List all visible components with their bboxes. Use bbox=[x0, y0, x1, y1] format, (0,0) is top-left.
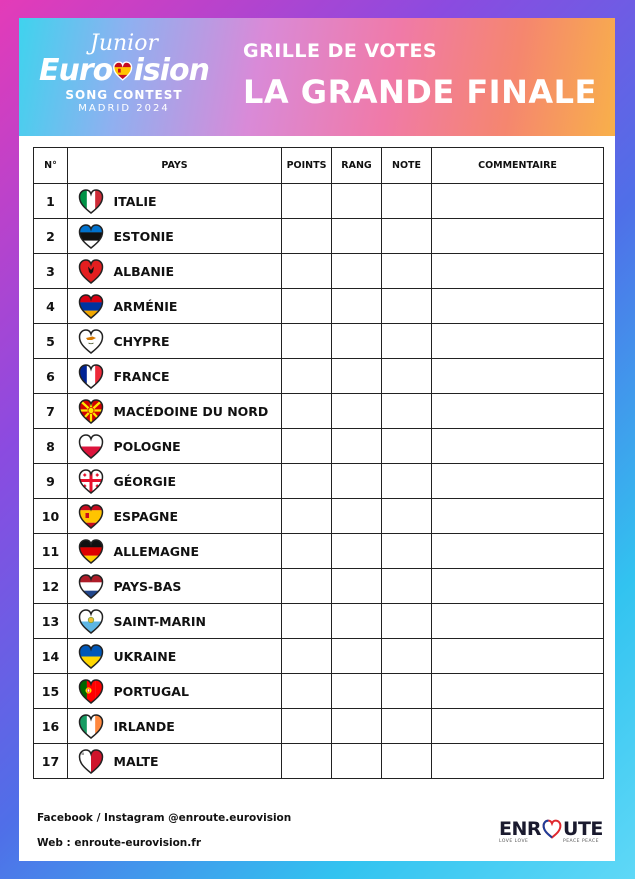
poland-flag-heart-icon bbox=[68, 429, 114, 464]
sheet-title: LA GRANDE FINALE bbox=[243, 73, 597, 111]
rank-cell[interactable] bbox=[332, 709, 382, 744]
country-name: ITALIE bbox=[114, 184, 282, 219]
country-name: POLOGNE bbox=[114, 429, 282, 464]
country-name: ARMÉNIE bbox=[114, 289, 282, 324]
logo-city-year-text: MADRID 2024 bbox=[78, 103, 170, 114]
table-row bbox=[34, 744, 604, 779]
rank-cell[interactable] bbox=[332, 429, 382, 464]
country-name: CHYPRE bbox=[114, 324, 282, 359]
note-cell[interactable] bbox=[382, 639, 432, 674]
table-row bbox=[34, 569, 604, 604]
vote-sheet bbox=[19, 18, 615, 861]
spain-flag-heart-icon bbox=[68, 499, 114, 534]
comment-cell[interactable] bbox=[432, 534, 604, 569]
table-row bbox=[34, 254, 604, 289]
enroute-tagline-left: LOVE LOVE bbox=[499, 839, 529, 844]
points-cell[interactable] bbox=[282, 394, 332, 429]
logo-junior-text: Junior bbox=[90, 31, 158, 56]
row-number: 8 bbox=[34, 429, 68, 464]
country-name: ALLEMAGNE bbox=[114, 534, 282, 569]
note-cell[interactable] bbox=[382, 674, 432, 709]
points-cell[interactable] bbox=[282, 569, 332, 604]
comment-cell[interactable] bbox=[432, 324, 604, 359]
row-number: 12 bbox=[34, 569, 68, 604]
rank-cell[interactable] bbox=[332, 394, 382, 429]
comment-cell[interactable] bbox=[432, 744, 604, 779]
note-cell[interactable] bbox=[382, 289, 432, 324]
column-header-points: POINTS bbox=[282, 148, 332, 184]
junior-eurovision-logo bbox=[39, 32, 209, 128]
note-cell[interactable] bbox=[382, 359, 432, 394]
estonia-flag-heart-icon bbox=[68, 219, 114, 254]
comment-cell[interactable] bbox=[432, 429, 604, 464]
rank-cell[interactable] bbox=[332, 254, 382, 289]
germany-flag-heart-icon bbox=[68, 534, 114, 569]
logo-ision-text: ision bbox=[133, 53, 209, 88]
points-cell[interactable] bbox=[282, 254, 332, 289]
country-name: PAYS-BAS bbox=[114, 569, 282, 604]
row-number: 10 bbox=[34, 499, 68, 534]
row-number: 7 bbox=[34, 394, 68, 429]
points-cell[interactable] bbox=[282, 709, 332, 744]
rank-cell[interactable] bbox=[332, 534, 382, 569]
points-cell[interactable] bbox=[282, 639, 332, 674]
netherlands-flag-heart-icon bbox=[68, 569, 114, 604]
table-header-row bbox=[34, 148, 604, 184]
rank-cell[interactable] bbox=[332, 744, 382, 779]
table-row bbox=[34, 394, 604, 429]
country-name: GÉORGIE bbox=[114, 464, 282, 499]
note-cell[interactable] bbox=[382, 709, 432, 744]
table-row bbox=[34, 709, 604, 744]
note-cell[interactable] bbox=[382, 534, 432, 569]
rank-cell[interactable] bbox=[332, 464, 382, 499]
row-number: 16 bbox=[34, 709, 68, 744]
country-name: PORTUGAL bbox=[114, 674, 282, 709]
sheet-subtitle: GRILLE DE VOTES bbox=[243, 40, 438, 62]
enroute-logo: EN R UTE LOVE LOVE PEACE PEACE bbox=[499, 818, 603, 844]
row-number: 5 bbox=[34, 324, 68, 359]
table-row bbox=[34, 534, 604, 569]
column-header-number: N° bbox=[34, 148, 68, 184]
row-number: 9 bbox=[34, 464, 68, 499]
comment-cell[interactable] bbox=[432, 359, 604, 394]
note-cell[interactable] bbox=[382, 394, 432, 429]
row-number: 13 bbox=[34, 604, 68, 639]
vote-table bbox=[33, 147, 604, 779]
table-row bbox=[34, 639, 604, 674]
footer-social: Facebook / Instagram @enroute.eurovision bbox=[37, 812, 292, 824]
comment-cell[interactable] bbox=[432, 604, 604, 639]
rank-cell[interactable] bbox=[332, 289, 382, 324]
comment-cell[interactable] bbox=[432, 464, 604, 499]
rank-cell[interactable] bbox=[332, 499, 382, 534]
row-number: 11 bbox=[34, 534, 68, 569]
comment-cell[interactable] bbox=[432, 394, 604, 429]
rank-cell[interactable] bbox=[332, 604, 382, 639]
points-cell[interactable] bbox=[282, 534, 332, 569]
note-cell[interactable] bbox=[382, 324, 432, 359]
country-name: FRANCE bbox=[114, 359, 282, 394]
comment-cell[interactable] bbox=[432, 499, 604, 534]
rank-cell[interactable] bbox=[332, 639, 382, 674]
points-cell[interactable] bbox=[282, 744, 332, 779]
logo-euro-text: Euro bbox=[39, 53, 113, 88]
row-number: 4 bbox=[34, 289, 68, 324]
table-row bbox=[34, 429, 604, 464]
comment-cell[interactable] bbox=[432, 289, 604, 324]
country-name: IRLANDE bbox=[114, 709, 282, 744]
row-number: 14 bbox=[34, 639, 68, 674]
country-name: MALTE bbox=[114, 744, 282, 779]
enroute-heart-icon bbox=[541, 819, 563, 839]
logo-eurovision-text bbox=[39, 53, 209, 88]
row-number: 3 bbox=[34, 254, 68, 289]
table-row bbox=[34, 184, 604, 219]
column-header-rank: RANG bbox=[332, 148, 382, 184]
country-name: SAINT-MARIN bbox=[114, 604, 282, 639]
column-header-comment: COMMENTAIRE bbox=[432, 148, 604, 184]
table-row bbox=[34, 289, 604, 324]
rank-cell[interactable] bbox=[332, 219, 382, 254]
armenia-flag-heart-icon bbox=[68, 289, 114, 324]
table-row bbox=[34, 674, 604, 709]
ukraine-flag-heart-icon bbox=[68, 639, 114, 674]
header-banner bbox=[19, 18, 615, 136]
points-cell[interactable] bbox=[282, 499, 332, 534]
points-cell[interactable] bbox=[282, 674, 332, 709]
comment-cell[interactable] bbox=[432, 219, 604, 254]
italy-flag-heart-icon bbox=[68, 184, 114, 219]
note-cell[interactable] bbox=[382, 499, 432, 534]
points-cell[interactable] bbox=[282, 184, 332, 219]
rank-cell[interactable] bbox=[332, 569, 382, 604]
enroute-logo-text-left: EN bbox=[499, 818, 527, 840]
france-flag-heart-icon bbox=[68, 359, 114, 394]
column-header-country: PAYS bbox=[68, 148, 282, 184]
albania-flag-heart-icon bbox=[68, 254, 114, 289]
row-number: 2 bbox=[34, 219, 68, 254]
note-cell[interactable] bbox=[382, 744, 432, 779]
comment-cell[interactable] bbox=[432, 639, 604, 674]
footer-web: Web : enroute-eurovision.fr bbox=[37, 837, 202, 849]
table-row bbox=[34, 219, 604, 254]
logo-song-contest-text: SONG CONTEST bbox=[65, 88, 183, 102]
note-cell[interactable] bbox=[382, 604, 432, 639]
table-row bbox=[34, 499, 604, 534]
rank-cell[interactable] bbox=[332, 674, 382, 709]
note-cell[interactable] bbox=[382, 569, 432, 604]
country-name: ESPAGNE bbox=[114, 499, 282, 534]
note-cell[interactable] bbox=[382, 184, 432, 219]
note-cell[interactable] bbox=[382, 464, 432, 499]
note-cell[interactable] bbox=[382, 429, 432, 464]
table-row bbox=[34, 359, 604, 394]
rank-cell[interactable] bbox=[332, 359, 382, 394]
cyprus-flag-heart-icon bbox=[68, 324, 114, 359]
enroute-logo-text-right: UTE bbox=[563, 818, 603, 840]
country-name: MACÉDOINE DU NORD bbox=[114, 394, 282, 429]
note-cell[interactable] bbox=[382, 254, 432, 289]
comment-cell[interactable] bbox=[432, 674, 604, 709]
comment-cell[interactable] bbox=[432, 184, 604, 219]
column-header-note: NOTE bbox=[382, 148, 432, 184]
note-cell[interactable] bbox=[382, 219, 432, 254]
points-cell[interactable] bbox=[282, 464, 332, 499]
table-row bbox=[34, 324, 604, 359]
table-row bbox=[34, 464, 604, 499]
table-row bbox=[34, 604, 604, 639]
rank-cell[interactable] bbox=[332, 324, 382, 359]
row-number: 15 bbox=[34, 674, 68, 709]
points-cell[interactable] bbox=[282, 324, 332, 359]
country-name: ALBANIE bbox=[114, 254, 282, 289]
points-cell[interactable] bbox=[282, 219, 332, 254]
enroute-tagline-right: PEACE PEACE bbox=[562, 839, 599, 844]
points-cell[interactable] bbox=[282, 289, 332, 324]
comment-cell[interactable] bbox=[432, 569, 604, 604]
ireland-flag-heart-icon bbox=[68, 709, 114, 744]
points-cell[interactable] bbox=[282, 359, 332, 394]
san-marino-flag-heart-icon bbox=[68, 604, 114, 639]
row-number: 1 bbox=[34, 184, 68, 219]
comment-cell[interactable] bbox=[432, 254, 604, 289]
malta-flag-heart-icon bbox=[68, 744, 114, 779]
country-name: UKRAINE bbox=[114, 639, 282, 674]
georgia-flag-heart-icon bbox=[68, 464, 114, 499]
spain-heart-logo-icon bbox=[113, 58, 132, 84]
points-cell[interactable] bbox=[282, 604, 332, 639]
row-number: 6 bbox=[34, 359, 68, 394]
rank-cell[interactable] bbox=[332, 184, 382, 219]
row-number: 17 bbox=[34, 744, 68, 779]
portugal-flag-heart-icon bbox=[68, 674, 114, 709]
country-name: ESTONIE bbox=[114, 219, 282, 254]
points-cell[interactable] bbox=[282, 429, 332, 464]
north-macedonia-flag-heart-icon bbox=[68, 394, 114, 429]
comment-cell[interactable] bbox=[432, 709, 604, 744]
